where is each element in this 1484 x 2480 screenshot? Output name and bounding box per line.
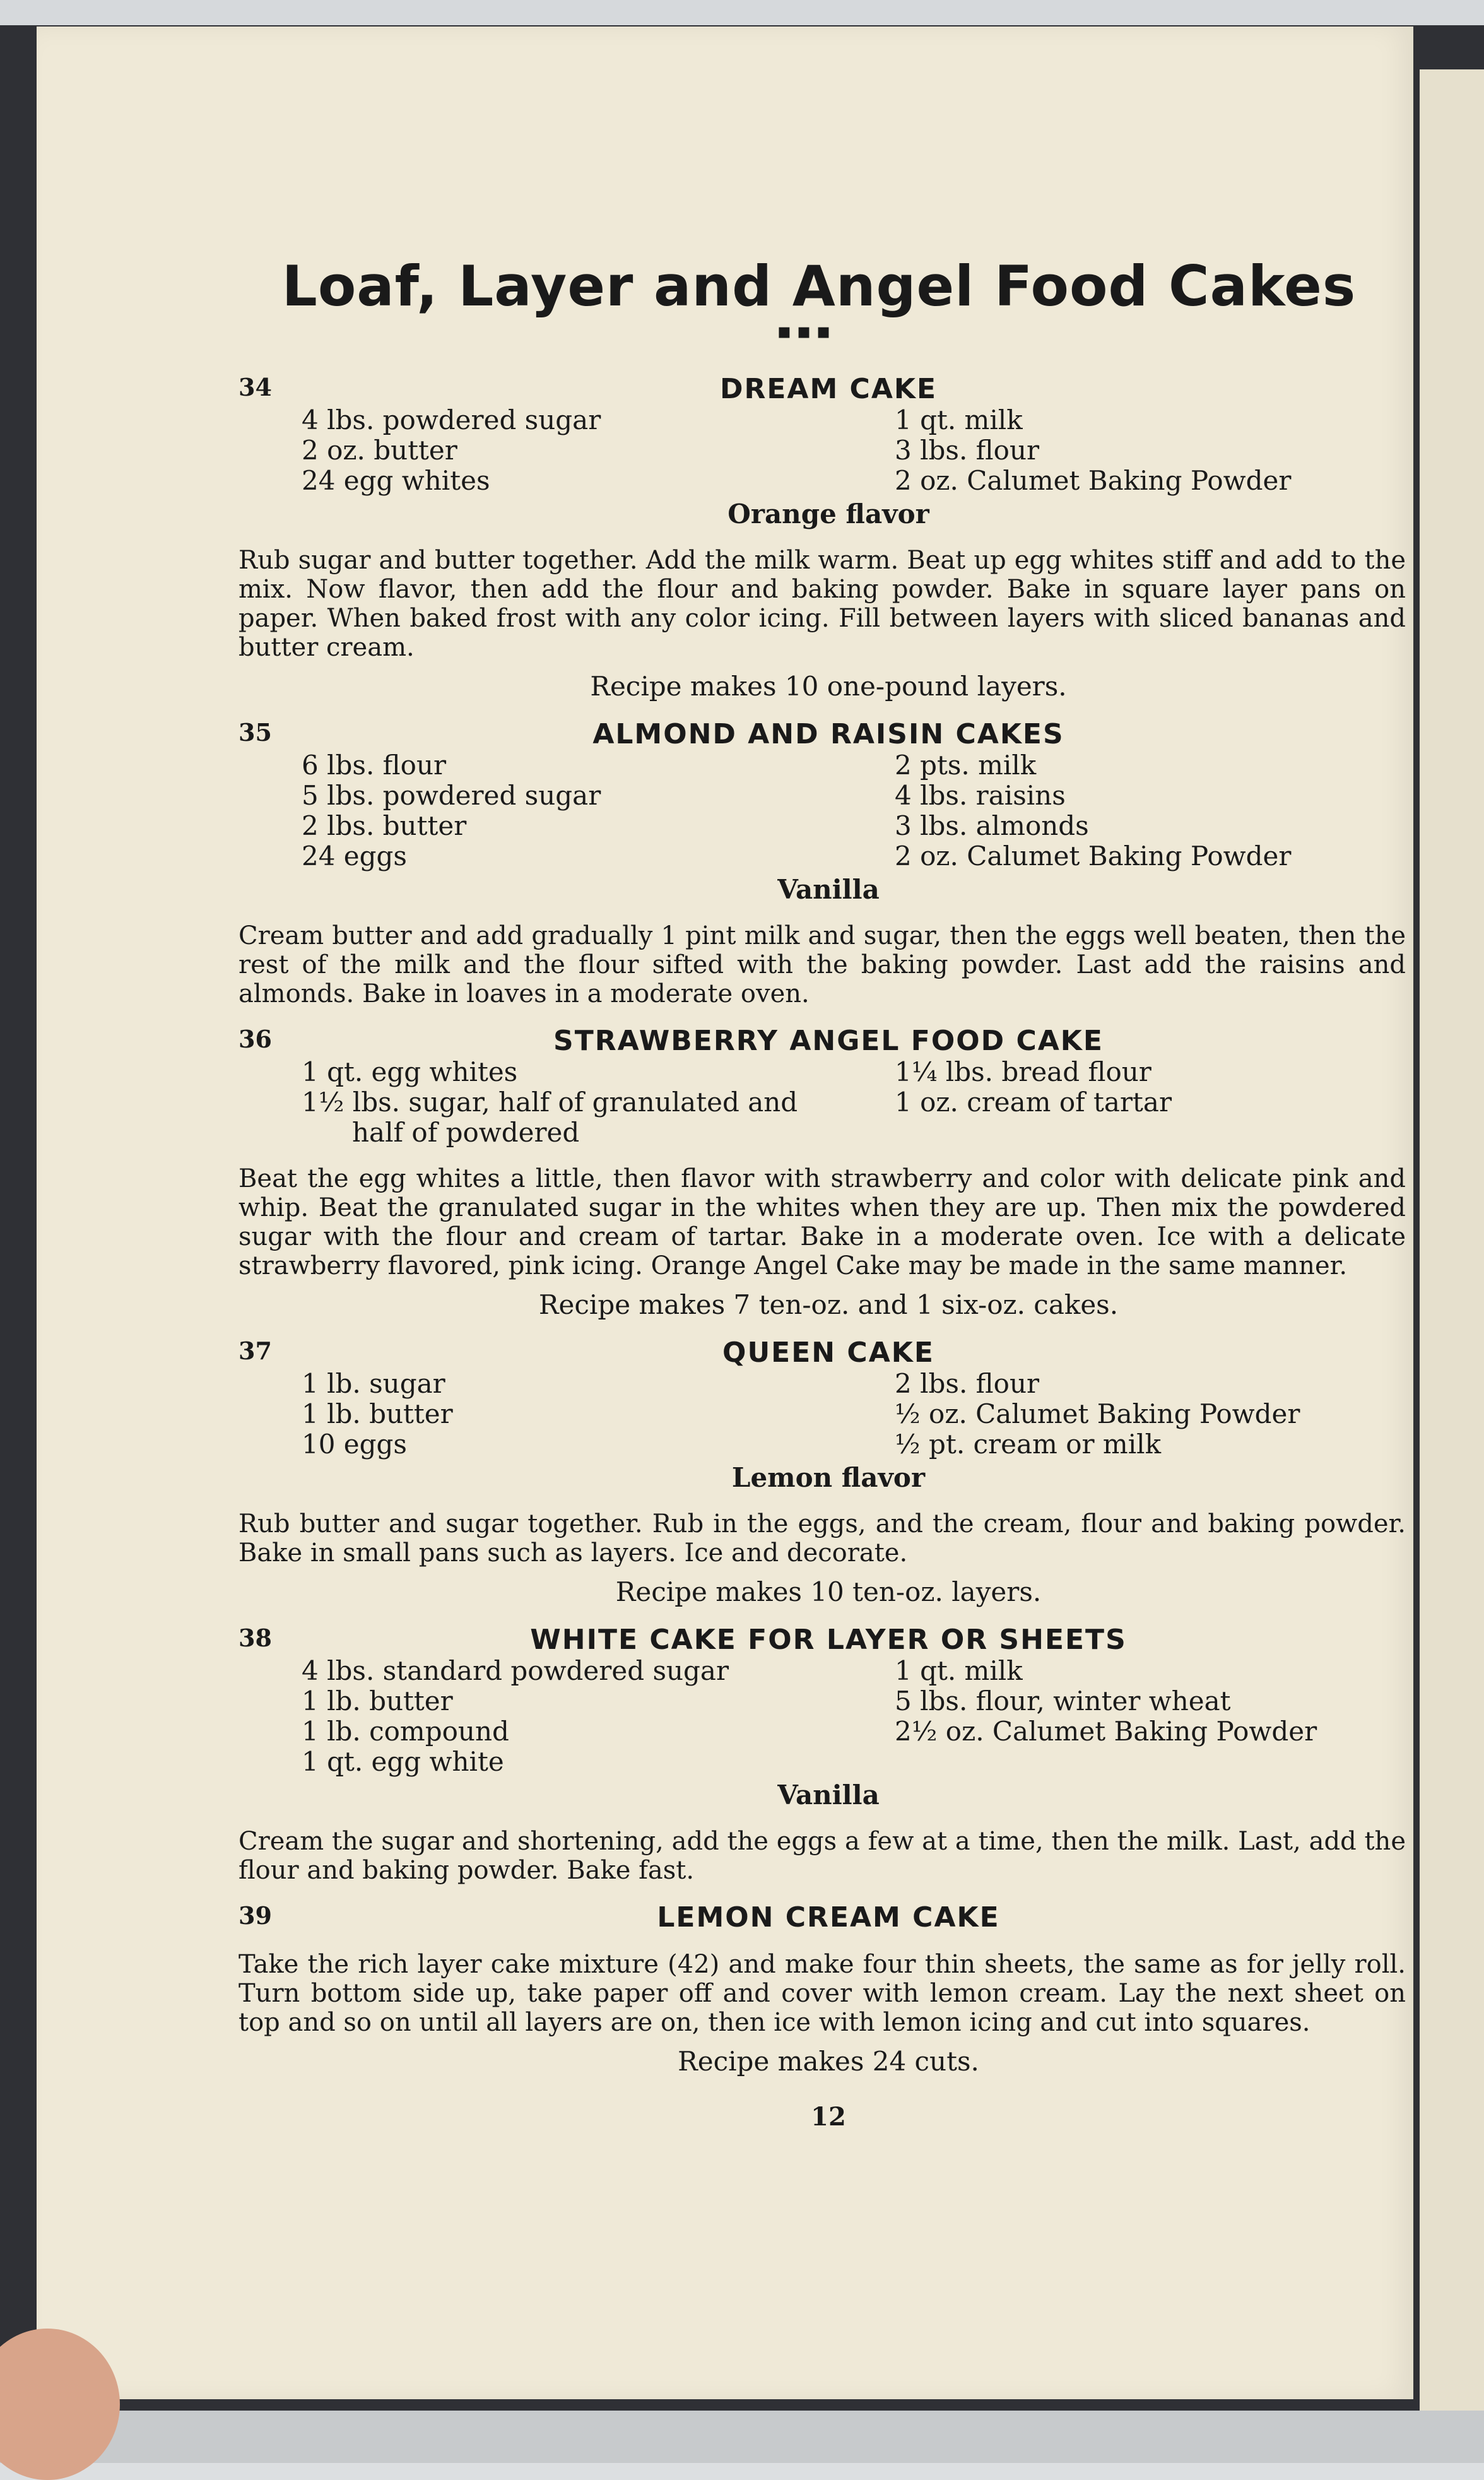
recipe-yield: Recipe makes 10 ten-oz. layers. <box>615 1576 1042 1607</box>
ingredient: ½ pt. cream or milk <box>895 1429 1162 1460</box>
ingredient: ½ oz. Calumet Baking Powder <box>895 1398 1300 1429</box>
ingredient-column-right <box>895 1057 1463 1148</box>
ingredient: 1½ lbs. sugar, half of granulated and <box>302 1087 798 1118</box>
recipe <box>207 1624 1406 1885</box>
page-title: Loaf, Layer and Angel Food Cakes <box>281 254 1357 319</box>
recipe <box>207 1337 1406 1607</box>
ingredient: 2 pts. milk <box>895 750 1037 781</box>
ingredient: 3 lbs. flour <box>895 435 1040 466</box>
recipe-method: Rub sugar and butter together. Add the milk warm. Beat up egg whites stiff and add to the mix. Now flavor, then add the flour and baking powder. Bake in square layer pans on paper. When baked frost with any color icing. Fill between layers with sliced bananas and butter cream. <box>238 546 1406 662</box>
ingredient-list <box>302 750 1406 871</box>
recipe-list <box>207 373 1406 2077</box>
book-page <box>37 27 1413 2399</box>
page-content <box>207 210 1406 2132</box>
recipe-number: 37 <box>238 1337 272 1365</box>
ingredient-column-left <box>302 750 895 871</box>
recipe-method: Beat the egg whites a little, then flavor with strawberry and color with delicate pink and whip. Beat the granulated sugar in the whites when they are up. Then mix the powdered sugar with the flour and cream of tartar. Bake in a moderate oven. Ice with a delicate strawberry flavored, pink icing. Orange Angel Cake may be made in the same manner. <box>238 1164 1406 1280</box>
ingredient: 1 lb. butter <box>302 1398 453 1429</box>
recipe-method: Cream the sugar and shortening, add the eggs a few at a time, then the milk. Last, add the flour and baking powder. Bake fast. <box>238 1827 1406 1885</box>
recipe-yield: Recipe makes 10 one-pound layers. <box>590 671 1067 702</box>
ingredient: 2 oz. Calumet Baking Powder <box>895 465 1292 496</box>
recipe-title: WHITE CAKE FOR LAYER OR SHEETS <box>530 1624 1127 1656</box>
ingredient: 1 qt. egg white <box>302 1746 504 1777</box>
recipe <box>207 718 1406 1008</box>
recipe-number: 38 <box>238 1624 272 1652</box>
ingredient-list <box>302 1057 1406 1148</box>
recipe-yield: Recipe makes 24 cuts. <box>678 2046 979 2077</box>
recipe-flavor: Orange flavor <box>727 499 929 529</box>
ingredient-column-right <box>895 1369 1463 1460</box>
recipe <box>207 373 1406 702</box>
ingredient: 5 lbs. flour, winter wheat <box>895 1686 1231 1716</box>
recipe-title: DREAM CAKE <box>719 373 938 405</box>
recipe-title: LEMON CREAM CAKE <box>657 1901 1000 1934</box>
ingredient: 24 eggs <box>302 841 407 871</box>
ingredient: 2 oz. butter <box>302 435 457 466</box>
title-ornament: ▪▪▪ <box>777 319 836 344</box>
ingredient: 1 qt. egg whites <box>302 1056 518 1087</box>
recipe-flavor: Lemon flavor <box>731 1462 926 1493</box>
recipe-yield: Recipe makes 7 ten-oz. and 1 six-oz. cakes. <box>538 1289 1119 1320</box>
ingredient: 4 lbs. raisins <box>895 780 1066 811</box>
recipe-number: 34 <box>238 373 272 401</box>
page-number: 12 <box>811 2102 846 2132</box>
ingredient-list <box>302 405 1406 496</box>
ingredient: half of powdered <box>352 1117 580 1148</box>
ingredient: 1¼ lbs. bread flour <box>895 1056 1151 1087</box>
recipe-flavor: Vanilla <box>777 874 880 905</box>
ingredient: 4 lbs. powdered sugar <box>302 404 601 435</box>
ingredient: 4 lbs. standard powdered sugar <box>302 1655 729 1686</box>
ingredient-column-right <box>895 1656 1463 1777</box>
recipe-method: Take the rich layer cake mixture (42) and make four thin sheets, the same as for jelly roll. Turn bottom side up, take paper off and cover with lemon cream. Lay the next sheet on top and so on until all layers are on, then ice with lemon icing and cut into squares. <box>238 1950 1406 2037</box>
recipe-title: STRAWBERRY ANGEL FOOD CAKE <box>553 1025 1104 1057</box>
ingredient-column-left <box>302 405 895 496</box>
recipe-flavor: Vanilla <box>777 1780 880 1810</box>
recipe-number: 35 <box>238 718 272 747</box>
ingredient-column-right <box>895 750 1463 871</box>
ingredient-column-right <box>895 405 1463 496</box>
recipe <box>207 1901 1406 2077</box>
ingredient: 1 oz. cream of tartar <box>895 1087 1172 1118</box>
background-top <box>0 0 1484 25</box>
background-bottom <box>0 2411 1484 2463</box>
recipe-title: ALMOND AND RAISIN CAKES <box>592 718 1064 750</box>
ingredient: 10 eggs <box>302 1429 407 1460</box>
ingredient: 1 lb. sugar <box>302 1368 445 1399</box>
ingredient: 24 egg whites <box>302 465 490 496</box>
recipe-method: Cream butter and add gradually 1 pint milk and sugar, then the eggs well beaten, then the rest of the milk and the flour sifted with the baking powder. Last add the raisins and almonds. Bake in loaves in a moderate oven. <box>238 921 1406 1008</box>
ingredient: 2 lbs. butter <box>302 810 467 841</box>
ingredient-column-left <box>302 1057 895 1148</box>
ingredient: 1 lb. compound <box>302 1716 509 1747</box>
ingredient-column-left <box>302 1656 895 1777</box>
ingredient: 2 lbs. flour <box>895 1368 1040 1399</box>
ingredient: 2 oz. Calumet Baking Powder <box>895 841 1292 871</box>
recipe <box>207 1025 1406 1320</box>
ingredient: 1 lb. butter <box>302 1686 453 1716</box>
ingredient-list <box>302 1369 1406 1460</box>
ingredient: 3 lbs. almonds <box>895 810 1089 841</box>
ingredient: 6 lbs. flour <box>302 750 447 781</box>
recipe-number: 36 <box>238 1025 272 1053</box>
ingredient-list <box>302 1656 1406 1777</box>
ingredient-column-left <box>302 1369 895 1460</box>
ingredient: 1 qt. milk <box>895 1655 1023 1686</box>
ingredient: 2½ oz. Calumet Baking Powder <box>895 1716 1317 1747</box>
recipe-title: QUEEN CAKE <box>722 1337 934 1369</box>
recipe-number: 39 <box>238 1901 272 1930</box>
recipe-method: Rub butter and sugar together. Rub in the eggs, and the cream, flour and baking powder. Bake in small pans such as layers. Ice and decorate. <box>238 1509 1406 1568</box>
ingredient: 5 lbs. powdered sugar <box>302 780 601 811</box>
ingredient: 1 qt. milk <box>895 404 1023 435</box>
